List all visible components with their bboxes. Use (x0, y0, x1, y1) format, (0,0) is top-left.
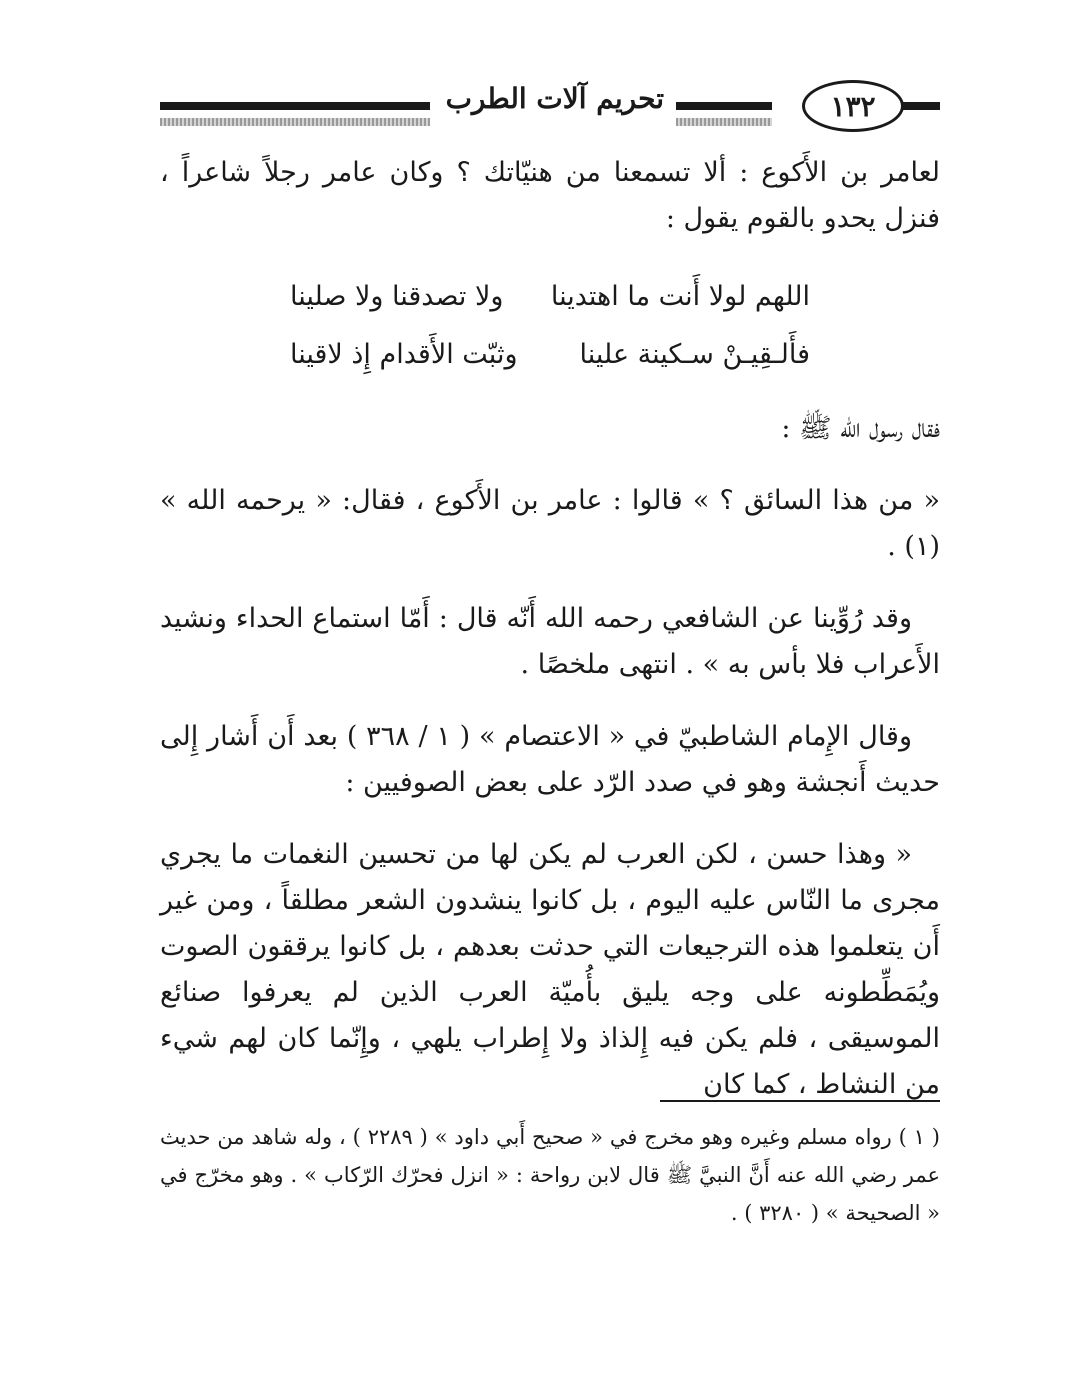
running-title: تحريم آلات الطرب (445, 82, 664, 115)
verse-1-second-half: ولا تصدقنا ولا صلينا (290, 281, 504, 312)
verse-2-second-half: وثبّت الأَقدام إِذ لاقينا (290, 339, 518, 370)
poem-verse-2 (160, 326, 940, 384)
header-shade-middle (676, 118, 772, 126)
main-text (160, 150, 940, 1108)
page-header (160, 78, 940, 148)
paragraph-3: « من هذا السائق ؟ » قالوا : عامر بن الأَكوع ، فقال: « يرحمه الله » (١) . (160, 485, 940, 562)
poem (160, 268, 940, 384)
header-rule-middle (676, 102, 772, 110)
paragraph-2: فقال رسول الله ﷺ : (781, 413, 940, 444)
footnote-divider (660, 1100, 940, 1102)
verse-2-first-half: فأَلـقِيـنْ سـكينة علينا (579, 339, 810, 370)
footnote-1: ( ١ ) رواه مسلم وغيره وهو مخرج في « صحيح أَبي داود » ( ٢٢٨٩ ) ، وله شاهد من حديث عمر رضي الله عنه أَنَّ النبيَّ ﷺ قال لابن رواحة : « انزل فحرّك الرّكاب » . وهو مخرّج في « الصحيحة » ( ٣٢٨٠ ) . (160, 1125, 941, 1225)
header-shade-left (160, 118, 430, 126)
footnotes (160, 1118, 940, 1232)
paragraph-4: وقد رُوِّينا عن الشافعي رحمه الله أَنّه قال : أَمّا استماع الحداء ونشيد الأَعراب فلا بأس به » . انتهى ملخصًا . (160, 603, 940, 680)
poem-verse-1 (160, 268, 940, 326)
paragraph-6: « وهذا حسن ، لكن العرب لم يكن لها من تحسين النغمات ما يجري مجرى ما النّاس عليه اليوم ، بل كانوا ينشدون الشعر مطلقاً ، ومن غير أَن يتعلموا هذه الترجيعات التي حدثت بعدهم ، بل كانوا يرققون الصوت ويُمَطِّطونه على وجه يليق بأُميّة العرب الذين لم يعرفوا صنائع الموسيقى ، فلم يكن فيه إِلذاذ ولا إِطراب يلهي ، وإِنّما كان لهم شيء من النشاط ، كما كان (160, 839, 940, 1100)
verse-1-first-half: اللهم لولا أَنت ما اهتدينا (550, 281, 810, 312)
paragraph-5: وقال الإِمام الشاطبيّ في « الاعتصام » ( ١ / ٣٦٨ ) بعد أَن أَشار إِلى حديث أَنجشة وهو في صدد الرّد على بعض الصوفيين : (160, 721, 940, 798)
page-number: ١٣٢ (802, 80, 904, 132)
header-rule-left (160, 102, 430, 110)
paragraph-1: لعامر بن الأَكوع : ألا تسمعنا من هنيّاتك ؟ وكان عامر رجلاً شاعراً ، فنزل يحدو بالقوم يقول : (160, 157, 940, 234)
